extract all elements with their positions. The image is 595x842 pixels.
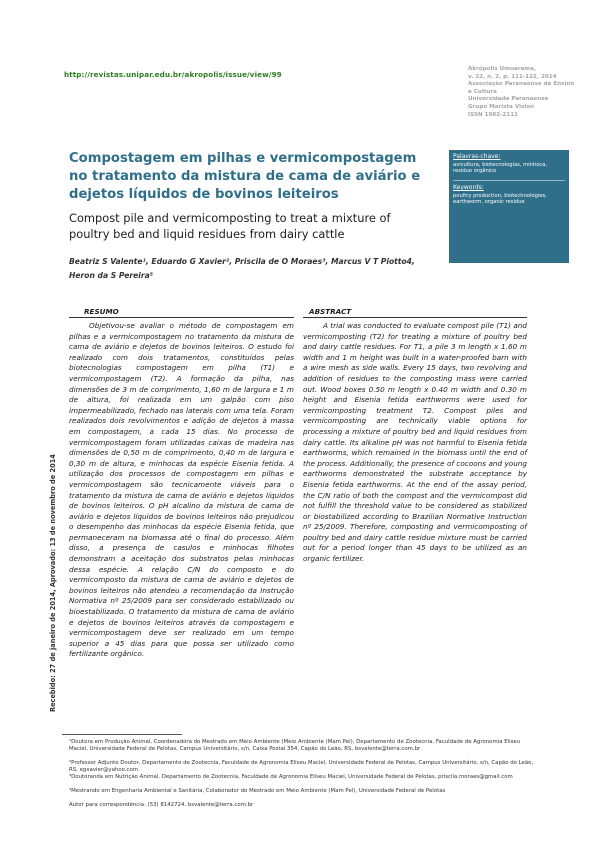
journal-line: Akrópolis Umuarama, [468, 66, 536, 72]
abstract-text: A trial was conducted to evaluate compost pile (T1) and vermicomposting (T2) for treating a mixture of poultry bed and dairy cattle residues. For T1, a pile 3 m length x 1.60 m width and 1 m height was built in a water-proofed barn with a wire mesh as side walls. Every 15 days, two revolving and addition of residues to the composting mass were carried out. Wood boxes 0.50 m length x 0.40 m width and 0.30 m height and Eisenia fetida earthworms were used for vermicomposting treatment T2. Compost piles and vermicomposting are technically viable options for processing a mixture of poultry bed and liquid residues from dairy cattle. Its alkaline pH was not harmful to Eisenia fetida earthworms, which remained in the biomass until the end of the process. Additionally, the presence of cocoons and young earthworms demonstrated the substrate acceptance by Eisenia fetida earthworms. At the end of the assay period, the C/N ratio of both the compost and the vermicompost did not fulfill the threshold value to be considered as stabilized or biostabilized according to Brazilian Normative Instruction nº 25/2009. Therefore, composting and vermicomposting of poultry bed and dairy cattle residue mixture must be carried out for a period longer than 45 days to be utilized as an organic fertilizer. [303, 321, 527, 564]
journal-info [468, 66, 578, 119]
footnote: ²Professor Adjunto Doutor, Departamento de Zootecnia, Faculdade de Agronomia Eliseu Maciel, Universidade Federal de Pelotas, Campus Universitário, s/n, Capão do Leão, RS, egxavier@yahoo.com [69, 760, 534, 774]
keywords-box [449, 150, 569, 263]
footnote: ¹Doutora em Produção Animal, Coordenadora do Mestrado em Meio Ambiente (Meio Ambiente (Mam Pel), Departamento de Zootecnia, Faculdade de Agronomia Eliseu Maciel, Universidade Federal de Pelotas, Campus Universitário, s/n, Caixa Postal 354, Capão do Leão, RS, bsvalente@terra.com.br [69, 739, 521, 753]
journal-line: Universidade Paranaense [468, 96, 549, 103]
resumo-rule [69, 317, 294, 318]
footnote: ³Doutoranda em Nutrição Animal, Departamento de Zootecnia, Faculdade de Agronomia Eliseu Maciel, Universidade Federal de Pelotas, priscila.moraes@gmail.com [69, 774, 513, 780]
journal-url[interactable]: http://revistas.unipar.edu.br/akropolis/issue/view/99 [64, 70, 282, 79]
title-english: Compost pile and vermicomposting to treat a mixture of poultry bed and liquid residues from dairy cattle [69, 211, 391, 241]
keywords-divider [453, 180, 565, 181]
keywords-pt-heading: Palavras-chave: [453, 153, 501, 160]
footnote-rule [62, 734, 182, 735]
abstract-rule [303, 317, 527, 318]
journal-line: Grupo Marista Vision [468, 103, 535, 110]
keywords-pt: avicultura, biotecnologias, minhoca, resíduo orgânico [453, 162, 548, 175]
resumo-heading: RESUMO [84, 307, 119, 316]
authors: Beatriz S Valente¹, Eduardo G Xavier², Priscila de O Moraes³, Marcus V T Piotto4, Heron da S Pereira⁵ [69, 257, 415, 281]
resumo-text: Objetivou-se avaliar o método de compostagem em pilhas e a vermicompostagem no tratamento da mistura de cama de aviário e dejetos de bovinos leiteiros. O estudo foi realizado com dois tratamentos, constituídos pelas biotecnologias compostagem em pilha (T1) e vermicompostagem (T2). A formação da pilha, nas dimensões de 3 m de comprimento, 1,60 m de largura e 1 m de altura, foi realizada em um galpão com piso impermeabilizado, fechado nas laterais com uma tela. Foram realizados dois revolvimentos e adição de dejetos à massa em compostagem, a cada 15 dias. No processo de vermicompostagem foram utilizadas caixas de madeira nas dimensões de 0,50 m de comprimento, 0,40 m de largura e 0,30 m de altura, e minhocas da espécie Eisenia fetida. A utilização dos processos de compostagem em pilhas e vermicompostagem são tecnicamente viáveis para o tratamento da mistura de cama de aviário e dejetos líquidos de bovinos leiteiros. O pH alcalino da mistura de cama de aviário e dejetos líquidos de bovinos leiteiros não prejudicou o desempenho das minhocas da espécie Eisenia fetida, que permaneceram na biomassa até o final do processo. Além disso, a presença de casulos e minhocas filhotes demonstram a aceitação dos substratos pelas minhocas dessa espécie. A relação C/N do composto e do vermicomposto da mistura de cama de aviário e dejetos de bovinos leiteiros não atendeu a recomendação da Instrução Normativa nº 25/2009 para ser considerado estabilizado ou bioestabilizado. O tratamento da mistura de cama de aviário e dejetos de bovinos leiteiros através da compostagem e vermicompostagem deve ser realizado em um tempo superior a 45 dias para que possa ser utilizado como fertilizante orgânico. [69, 321, 294, 659]
keywords-en: poultry production, biotechnologies, earthworm, organic residue [453, 192, 547, 206]
abstract-heading: ABSTRACT [309, 307, 352, 316]
journal-line: v. 22, n. 2, p. 111-122, 2014 [468, 73, 557, 80]
keywords-en-heading: Keywords: [453, 183, 484, 191]
footnote: ⁴Mestrando em Engenharia Ambiental e Sanitária, Colaborador do Mestrado em Meio Ambiente (Mam Pel), Universidade Federal de Pelotas [69, 788, 446, 794]
footnote: Autor para correspondência: (53) 8142724, bsvalente@terra.com.br [69, 802, 254, 808]
journal-line: ISSN 1982-2111 [468, 111, 518, 118]
journal-line: Associação Paranaense de Ensino e Cultura [468, 81, 575, 95]
received-approved-dates: Recebido: 27 de janeiro de 2014, Aprovado: 13 de novembro de 2014 [49, 454, 57, 712]
title-portuguese: Compostagem em pilhas e vermicompostagem no tratamento da mistura de cama de aviário e dejetos líquidos de bovinos leiteiros [69, 151, 421, 203]
